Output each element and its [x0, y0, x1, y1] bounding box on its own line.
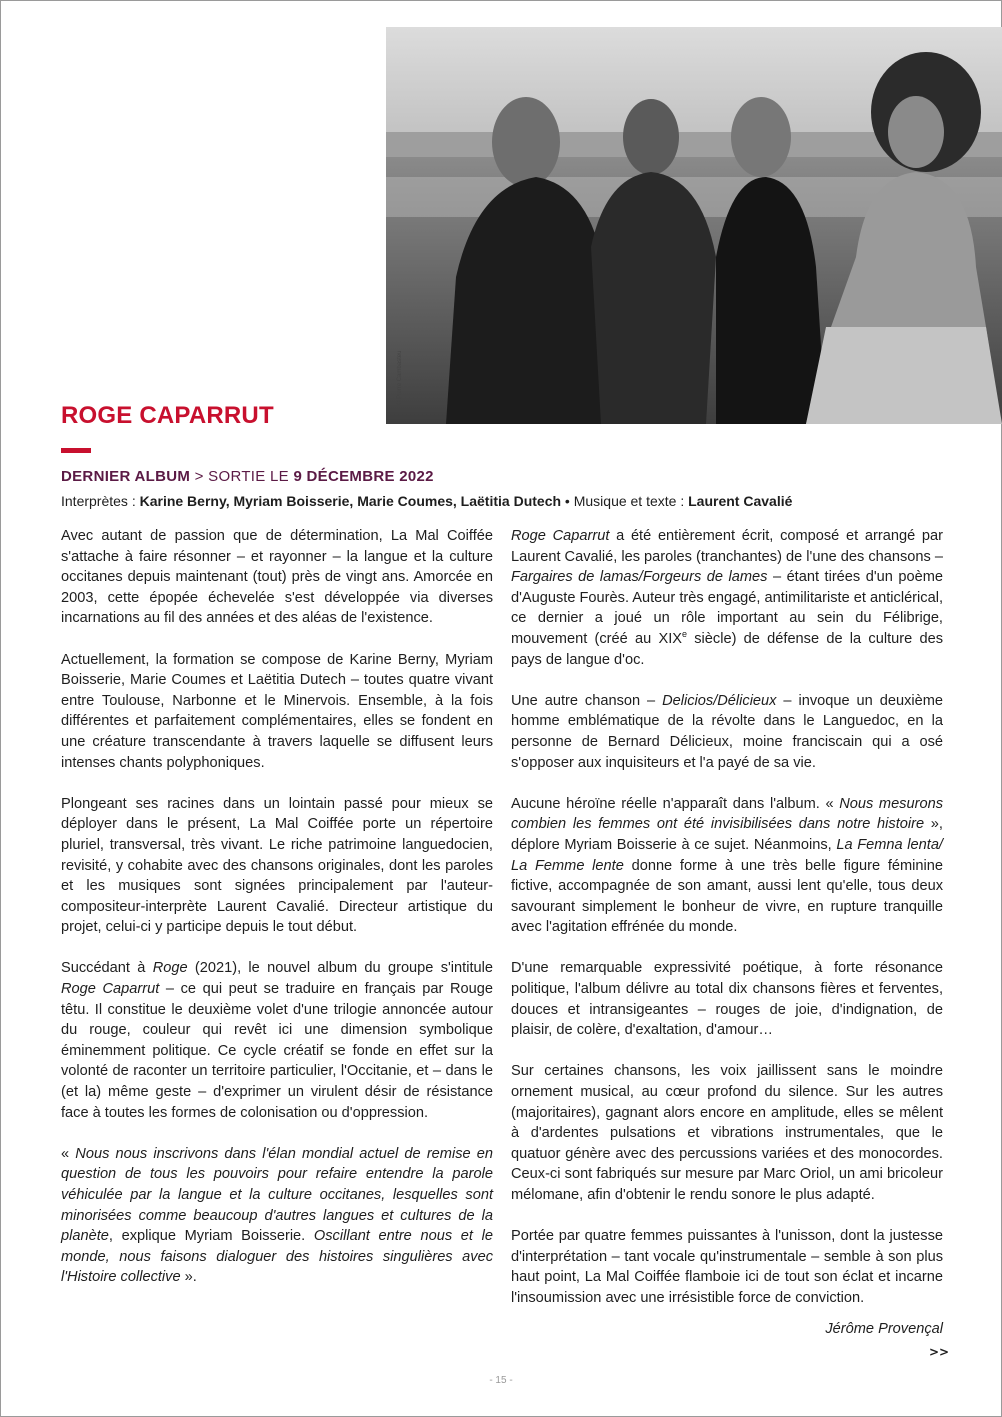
- album-date: 9 DÉCEMBRE 2022: [293, 468, 434, 485]
- photo-credit-text: © Pierre Cambasteu: [397, 350, 403, 405]
- album-sep: > SORTIE LE: [190, 468, 294, 485]
- photo-credit: [393, 335, 403, 405]
- paragraph: Une autre chanson – Delicios/Délicieux – invoque un deuxième homme emblématique de la révolte dans le Languedoc, en la personne de Bernard Délicieux, moine franciscain qui a osé s'opposer aux inquisiteurs et l'a payé de sa vie.: [511, 692, 943, 771]
- right-column: [511, 526, 943, 1360]
- paragraph: Sur certaines chansons, les voix jaillissent sans le moindre ornement musical, au cœur profond du silence. Sur les autres (majoritaires), gagnant alors encore en amplitude, elles se mêlent à d'ardentes pulsations et vibrations instrumentales, que le quatuor génère avec des percussions variées et des monocordes. Ceux-ci sont fabriqués sur mesure par Marc Oriol, un ami bricoleur mélomane, afin d'obtenir le rendu sonore le plus adapté.: [511, 1063, 943, 1203]
- paragraph: Avec autant de passion que de détermination, La Mal Coiffée s'attache à faire résonner – et rayonner – la langue et la culture occitanes depuis maintenant (tout) près de vingt ans. Amorcée en 2003, cette épopée échevelée s'est développée via diverses incarnations au fil des années et des aléas de l'existence.: [61, 528, 493, 627]
- paragraph: « Nous nous inscrivons dans l'élan mondial actuel de remise en question de tous les pouvoirs pour refaire entendre la parole véhiculée par la langue et la culture occitanes, lesquelles sont minorisées comme beaucoup d'autres langues et cultures de la planète, explique Myriam Boisserie. Oscillant entre nous et le monde, nous faisons dialoguer des histoires singulières avec l'Histoire collective ».: [61, 1145, 494, 1286]
- article-author: Jérôme Provençal: [825, 1320, 943, 1337]
- left-column: [61, 526, 493, 1309]
- next-page-link[interactable]: >>: [929, 1345, 950, 1359]
- paragraph: Portée par quatre femmes puissantes à l'unisson, dont la justesse d'interprétation – tant vocale qu'instrumentale – semble à son plus haut point, La Mal Coiffée flamboie ici de tout son éclat et incarne l'insoumission avec une irrésistible force de conviction.: [511, 1228, 943, 1306]
- title-underline: [61, 448, 91, 453]
- band-photo: [386, 27, 1002, 424]
- page-number: - 15 -: [489, 1375, 513, 1386]
- music-label: Musique et texte :: [573, 493, 689, 509]
- performers-label: Interprètes :: [61, 493, 140, 509]
- credits-line: [61, 493, 792, 509]
- paragraph: Succédant à Roge (2021), le nouvel album du groupe s'intitule Roge Caparrut – ce qui peut se traduire en français par Rouge têtu. Il constitue le deuxième volet d'une trilogie annoncée autour du rouge, couleur qui revêt ici une dimension symbolique éminemment politique. Ce cycle créatif se fonde en effet sur la volonté de raconter un territoire particulier, l'Occitanie, et – dans le (et la) même geste – d'exprimer un virulent désir de résistance face à toutes les formes de colonisation ou d'oppression.: [61, 960, 493, 1121]
- music-author: Laurent Cavalié: [688, 493, 793, 509]
- page-title: ROGE CAPARRUT: [61, 402, 274, 429]
- paragraph: Actuellement, la formation se compose de Karine Berny, Myriam Boisserie, Marie Coumes et Laëtitia Dutech – toutes quatre vivant entre Toulouse, Narbonne et le Minervois. Ensemble, à la fois différentes et parfaitement complémentaires, elles se fondent en une créature transcendante à travers laquelle se diffusent leurs intenses chants polyphoniques.: [61, 651, 493, 771]
- paragraph: Roge Caparrut a été entièrement écrit, composé et arrangé par Laurent Cavalié, les paroles (tranchantes) de l'une des chansons – Fargaires de lamas/Forgeurs de lames – étant tirées d'un poème d'Auguste Fourès. Auteur très engagé, antimilitariste et anticlérical, ce dernier a joué un rôle important au sein du Félibrige, mouvement (créé au XIXe siècle) de défense de la culture des pays de langue d'oc.: [511, 528, 943, 668]
- album-line: [61, 468, 434, 485]
- paragraph: Aucune héroïne réelle n'apparaît dans l'album. « Nous mesurons combien les femmes ont été invisibilisées dans notre histoire », déplore Myriam Boisserie à ce sujet. Néanmoins, La Femna lenta/ La Femme lente donne forme à une très belle figure féminine fictive, accompagnée de son amant, aussi lent qu'elle, tous deux savourant simplement le bonheur de vivre, en rupture tranquille avec l'agitation effrénée du monde.: [511, 795, 943, 936]
- performers: Karine Berny, Myriam Boisserie, Marie Coumes, Laëtitia Dutech: [139, 493, 562, 509]
- album-label: DERNIER ALBUM: [61, 468, 191, 485]
- paragraph: D'une remarquable expressivité poétique, à forte résonance politique, l'album délivre au total dix chansons fières et ferventes, douces et intransigeantes – rouges de joie, d'indignation, de plaisir, de colère, d'exaltation, d'amour…: [511, 960, 943, 1039]
- paragraph: Plongeant ses racines dans un lointain passé pour mieux se déployer dans le présent, La Mal Coiffée porte un répertoire pluriel, transversal, très vivant. Le riche patrimoine languedocien, revisité, y cohabite avec des chansons originales, dont les paroles et les musiques sont signées principalement par l'auteur-compositeur-interprète Laurent Cavalié. Directeur artistique du projet, celui-ci y participe depuis le tout début.: [61, 795, 493, 936]
- credits-separator: •: [561, 493, 574, 509]
